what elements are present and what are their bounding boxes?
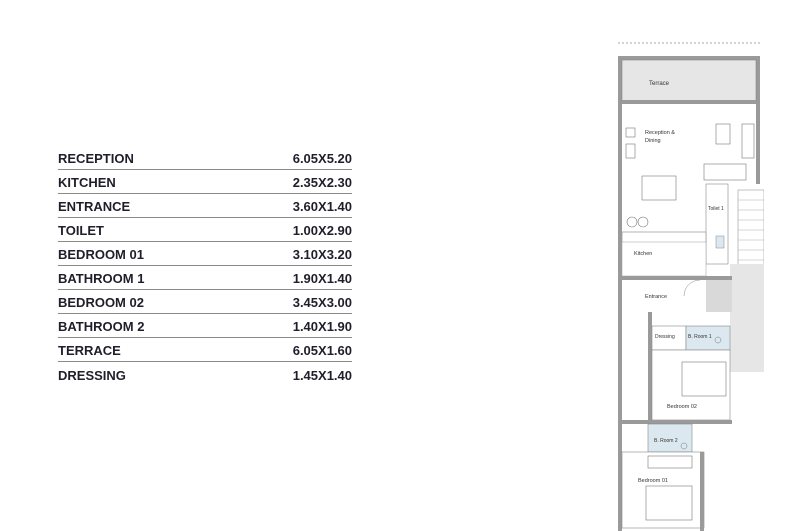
- outer-wall-right: [756, 56, 760, 184]
- inner-wall: [648, 312, 652, 420]
- room-size: 2.35X2.30: [292, 175, 352, 190]
- reception-area: [622, 104, 756, 184]
- room-name: TERRACE: [58, 343, 121, 358]
- toilet-label: Toilet 1: [708, 206, 724, 212]
- room-name: TOILET: [58, 223, 104, 238]
- room-name: BEDROOM 01: [58, 247, 144, 262]
- room-name: DRESSING: [58, 368, 126, 383]
- room-size: 3.10X3.20: [292, 247, 352, 262]
- reception-label-2: Dining: [645, 138, 661, 144]
- floor-plan: [612, 40, 764, 531]
- room-name: BATHROOM 1: [58, 271, 145, 286]
- room-name: RECEPTION: [58, 151, 134, 166]
- stove-icon: [638, 217, 648, 227]
- outer-wall-right-lower: [700, 452, 704, 531]
- room-size: 6.05X1.60: [292, 343, 352, 358]
- terrace-label: Terrace: [649, 81, 670, 87]
- room-size: 1.45X1.40: [292, 368, 352, 383]
- room-size: 6.05X5.20: [292, 151, 352, 166]
- room-size: 3.60X1.40: [292, 199, 352, 214]
- toilet-icon: [716, 236, 724, 248]
- room-row: [58, 146, 352, 170]
- bathroom2-label: B. Room 2: [654, 438, 678, 444]
- terrace-area: [622, 60, 756, 102]
- corridor-wall: [706, 280, 732, 312]
- kitchen-label: Kitchen: [634, 251, 653, 257]
- room-row: [58, 314, 352, 338]
- room-size: 3.45X3.00: [292, 295, 352, 310]
- room-row: [58, 242, 352, 266]
- room-row: [58, 338, 352, 362]
- room-name: ENTRANCE: [58, 199, 131, 214]
- room-name: BEDROOM 02: [58, 295, 144, 310]
- room-row: [58, 194, 352, 218]
- room-row: [58, 218, 352, 242]
- entrance-label: Entrance: [645, 294, 668, 300]
- reception-label-1: Reception &: [645, 130, 675, 136]
- bedroom01-label: Bedroom 01: [638, 478, 668, 484]
- bedroom-wall: [622, 420, 732, 424]
- toilet-area: [706, 184, 728, 264]
- room-name: KITCHEN: [58, 175, 116, 190]
- bathroom1-label: B. Room 1: [688, 334, 712, 340]
- terrace-wall: [622, 100, 756, 104]
- outer-wall-left: [618, 56, 622, 531]
- bedroom02-label: Bedroom 02: [667, 404, 697, 410]
- room-row: [58, 170, 352, 194]
- room-row: [58, 362, 352, 386]
- room-name: BATHROOM 2: [58, 319, 145, 334]
- dressing-label: Dressing: [655, 334, 675, 340]
- room-row: [58, 290, 352, 314]
- kitchen-wall: [622, 276, 732, 280]
- room-size: 1.90X1.40: [292, 271, 352, 286]
- room-size: 1.00X2.90: [292, 223, 352, 238]
- lift-shaft: [730, 264, 764, 372]
- outer-wall-top: [618, 56, 760, 60]
- room-row: [58, 266, 352, 290]
- room-dimensions-table: [58, 146, 352, 386]
- room-size: 1.40X1.90: [292, 319, 352, 334]
- stove-icon: [627, 217, 637, 227]
